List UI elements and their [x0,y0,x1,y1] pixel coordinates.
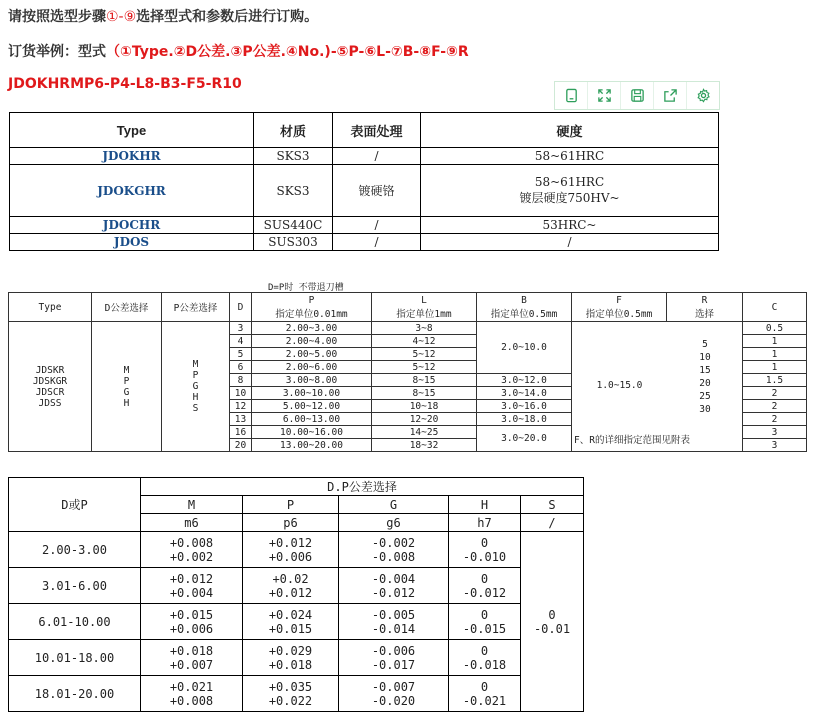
example-code: JDOKHRMP6-P4-L8-B3-F5-R10 [8,76,242,92]
upper-value: +0.015 [169,607,214,622]
b-cell: 3.0~16.0 [477,400,572,413]
lower-value: -0.014 [371,621,416,636]
p-cell [243,568,339,604]
range-cell: 10.01-18.00 [9,640,141,676]
header-b [477,293,572,322]
share-icon [663,88,678,103]
lower-value: -0.015 [462,621,507,636]
surface-cell: / [333,148,421,165]
header-d-tol: D公差选择 [92,293,162,322]
type-item: JDSCR [35,386,65,398]
type-cell: JDOKGHR [10,165,254,217]
r-value: 10 [699,352,711,363]
c-cell: 2 [743,413,807,426]
upper-value: +0.008 [169,535,214,550]
m-cell [141,676,243,712]
g-cell [339,568,449,604]
m-cell [141,532,243,568]
type-cell: JDOKHR [10,148,254,165]
tolerance-table [8,477,584,712]
p-tol-item: G [192,381,199,392]
c-cell: 0.5 [743,322,807,335]
lower-value: +0.018 [268,657,313,672]
surface-cell: / [333,234,421,251]
type-cell: JDOS [10,234,254,251]
d-cell: 20 [230,439,252,452]
m-cell [141,604,243,640]
surface-cell: / [333,217,421,234]
save-icon [630,88,645,103]
lower-value: -0.010 [462,549,507,564]
p-cell: 3.00~10.00 [252,387,372,400]
lower-value: -0.01 [533,621,571,636]
d-tol-item: M [123,364,130,376]
upper-value: +0.024 [268,607,313,622]
intro-after: 选择型式和参数后进行订购。 [136,9,319,25]
upper-value: +0.012 [169,571,214,586]
expand-icon [597,88,612,103]
header-m: M [141,496,243,514]
table-row [9,604,584,640]
upper-value: -0.006 [371,643,416,658]
table-row [10,148,719,165]
surface-cell: 镀硬铬 [333,165,421,217]
dimension-table-header [9,293,807,322]
table-note: D=P时 不带退刀槽 [268,283,344,293]
hardness-cell [421,165,719,217]
lower-value: +0.007 [169,657,214,672]
p-cell: 13.00~20.00 [252,439,372,452]
c-cell: 3 [743,426,807,439]
b-cell: 3.0~18.0 [477,413,572,426]
p-cell [243,640,339,676]
d-cell: 10 [230,387,252,400]
sub-g6: g6 [339,514,449,532]
upper-value: 0 [548,607,556,622]
save-button[interactable] [621,82,654,109]
p-cell [243,676,339,712]
upper-value: -0.005 [371,607,416,622]
type-item: JDSKR [35,364,65,376]
upper-value: +0.02 [272,571,309,586]
document-icon [564,88,579,103]
l-cell: 18~32 [372,439,477,452]
p-tol-item: P [192,370,199,381]
range-cell: 2.00-3.00 [9,532,141,568]
g-cell [339,604,449,640]
l-cell: 4~12 [372,335,477,348]
p-cell: 2.00~6.00 [252,361,372,374]
r-value: 30 [699,404,711,415]
upper-value: +0.035 [268,679,313,694]
d-cell: 5 [230,348,252,361]
b-cell: 3.0~14.0 [477,387,572,400]
intro-text [8,6,318,26]
expand-button[interactable] [588,82,621,109]
header-surface: 表面处理 [333,113,421,148]
p-cell: 10.00~16.00 [252,426,372,439]
upper-value: +0.029 [268,643,313,658]
sub-s: / [521,514,584,532]
header-type: Type [9,293,92,322]
order-example [8,41,469,61]
d-cell: 12 [230,400,252,413]
header-p-tol: P公差选择 [162,293,230,322]
h-cell [449,568,521,604]
l-cell: 5~12 [372,361,477,374]
upper-value: 0 [480,535,489,550]
l-cell: 8~15 [372,387,477,400]
r-value: 15 [699,365,711,376]
header-f-unit: 指定单位0.5mm [585,308,653,320]
header-f-name: F [616,294,622,306]
upper-value: 0 [480,679,489,694]
header-c: C [743,293,807,322]
hardness-line: 镀层硬度750HV~ [519,191,620,205]
f-r-note: F、R的详细指定范围见附表 [574,435,690,446]
b-cell: 3.0~20.0 [477,426,572,452]
lower-value: +0.022 [268,693,313,708]
header-d: D [230,293,252,322]
upper-value: -0.007 [371,679,416,694]
header-f [572,293,667,322]
p-tol-item: M [192,359,199,370]
r-values [667,338,743,416]
p-tol-cell [162,322,230,452]
type-item: JDSS [38,397,62,409]
tolerance-group-header [9,478,584,496]
lower-value: -0.017 [371,657,416,672]
lower-value: -0.020 [371,693,416,708]
c-cell: 2 [743,400,807,413]
lower-value: -0.021 [462,693,507,708]
p-cell [243,532,339,568]
d-cell: 6 [230,361,252,374]
upper-value: 0 [480,571,489,586]
d-cell: 16 [230,426,252,439]
table-row [10,234,719,251]
range-cell: 3.01-6.00 [9,568,141,604]
upper-value: +0.018 [169,643,214,658]
c-cell: 1 [743,361,807,374]
p-cell: 5.00~12.00 [252,400,372,413]
table-row [9,322,807,335]
l-cell: 14~25 [372,426,477,439]
f-r-cell [572,322,743,452]
header-b-name: B [521,294,527,306]
document-button[interactable] [555,82,588,109]
header-p-unit: 指定单位0.01mm [275,308,348,320]
l-cell: 5~12 [372,348,477,361]
r-value: 5 [702,339,708,350]
intro-steps: ①-⑨ [106,9,137,25]
d-tol-item: P [123,375,130,387]
sub-p6: p6 [243,514,339,532]
upper-value: -0.002 [371,535,416,550]
r-value: 25 [699,391,711,402]
header-tolerance-group: D.P公差选择 [141,478,584,496]
l-cell: 12~20 [372,413,477,426]
material-cell: SUS440C [254,217,333,234]
material-cell: SUS303 [254,234,333,251]
table-row [9,532,584,568]
c-cell: 2 [743,387,807,400]
material-table-header [10,113,719,148]
p-tol-item: H [192,392,199,403]
upper-value: 0 [480,643,489,658]
b-cell: 2.0~10.0 [477,322,572,374]
table-row [9,568,584,604]
g-cell [339,676,449,712]
header-p-name: P [308,294,315,306]
p-cell: 2.00~4.00 [252,335,372,348]
lower-value: +0.004 [169,585,214,600]
header-l [372,293,477,322]
d-tol-cell [92,322,162,452]
g-cell [339,532,449,568]
lower-value: +0.012 [268,585,313,600]
p-cell: 3.00~8.00 [252,374,372,387]
header-l-unit: 指定单位1mm [396,308,452,320]
table-toolbar [554,81,720,110]
h-cell [449,532,521,568]
g-cell [339,640,449,676]
upper-value: -0.004 [371,571,416,586]
r-value: 20 [699,378,711,389]
settings-icon [696,88,711,103]
m-cell [141,568,243,604]
f-value: 1.0~15.0 [596,380,643,391]
header-h: H [449,496,521,514]
m-cell [141,640,243,676]
h-cell [449,604,521,640]
header-r-name: R [701,294,708,306]
l-cell: 3~8 [372,322,477,335]
l-cell: 8~15 [372,374,477,387]
type-cell: JDOCHR [10,217,254,234]
c-cell: 1 [743,335,807,348]
table-row [9,640,584,676]
order-example-label: 订货举例：型式 [8,44,106,60]
lower-value: -0.012 [371,585,416,600]
header-d-or-p: D或P [9,478,141,532]
lower-value: -0.008 [371,549,416,564]
share-button[interactable] [654,82,687,109]
types-cell [9,322,92,452]
table-row [10,217,719,234]
header-hardness: 硬度 [421,113,719,148]
range-cell: 18.01-20.00 [9,676,141,712]
header-p: P [243,496,339,514]
hardness-cell: / [421,234,719,251]
lower-value: +0.006 [169,621,214,636]
lower-value: +0.015 [268,621,313,636]
h-cell [449,676,521,712]
d-cell: 13 [230,413,252,426]
s-cell [521,532,584,712]
header-r [667,293,743,322]
dimension-table [8,292,807,452]
d-tol-item: H [123,397,130,409]
table-row [10,165,719,217]
c-cell: 1 [743,348,807,361]
header-material: 材质 [254,113,333,148]
upper-value: +0.021 [169,679,214,694]
c-cell: 1.5 [743,374,807,387]
upper-value: 0 [480,607,489,622]
sub-m6: m6 [141,514,243,532]
hardness-line: 58~61HRC [534,175,605,189]
settings-button[interactable] [687,82,719,109]
header-p [252,293,372,322]
hardness-cell: 58~61HRC [421,148,719,165]
p-tol-item: S [192,403,199,414]
header-type: Type [10,113,254,148]
material-table [9,112,719,251]
c-cell: 3 [743,439,807,452]
d-cell: 8 [230,374,252,387]
range-cell: 6.01-10.00 [9,604,141,640]
upper-value: +0.012 [268,535,313,550]
lower-value: +0.006 [268,549,313,564]
h-cell [449,640,521,676]
header-b-unit: 指定单位0.5mm [490,308,558,320]
p-cell: 2.00~3.00 [252,322,372,335]
d-cell: 4 [230,335,252,348]
d-tol-item: G [123,386,130,398]
l-cell: 10~18 [372,400,477,413]
sub-h7: h7 [449,514,521,532]
header-s: S [521,496,584,514]
lower-value: +0.002 [169,549,214,564]
header-l-name: L [421,294,427,306]
p-cell: 6.00~13.00 [252,413,372,426]
material-cell: SKS3 [254,148,333,165]
hardness-cell: 53HRC~ [421,217,719,234]
material-cell: SKS3 [254,165,333,217]
d-cell: 3 [230,322,252,335]
p-cell [243,604,339,640]
b-cell: 3.0~12.0 [477,374,572,387]
type-item: JDSKGR [32,375,68,387]
lower-value: +0.008 [169,693,214,708]
table-row [9,676,584,712]
header-g: G [339,496,449,514]
p-cell: 2.00~5.00 [252,348,372,361]
lower-value: -0.018 [462,657,507,672]
intro-before: 请按照选型步骤 [8,9,106,25]
order-example-pattern: （①Type.②D公差.③P公差.④No.)-⑤P-⑥L-⑦B-⑧F-⑨R [106,44,469,60]
header-r-unit: 选择 [694,308,714,320]
lower-value: -0.012 [462,585,507,600]
